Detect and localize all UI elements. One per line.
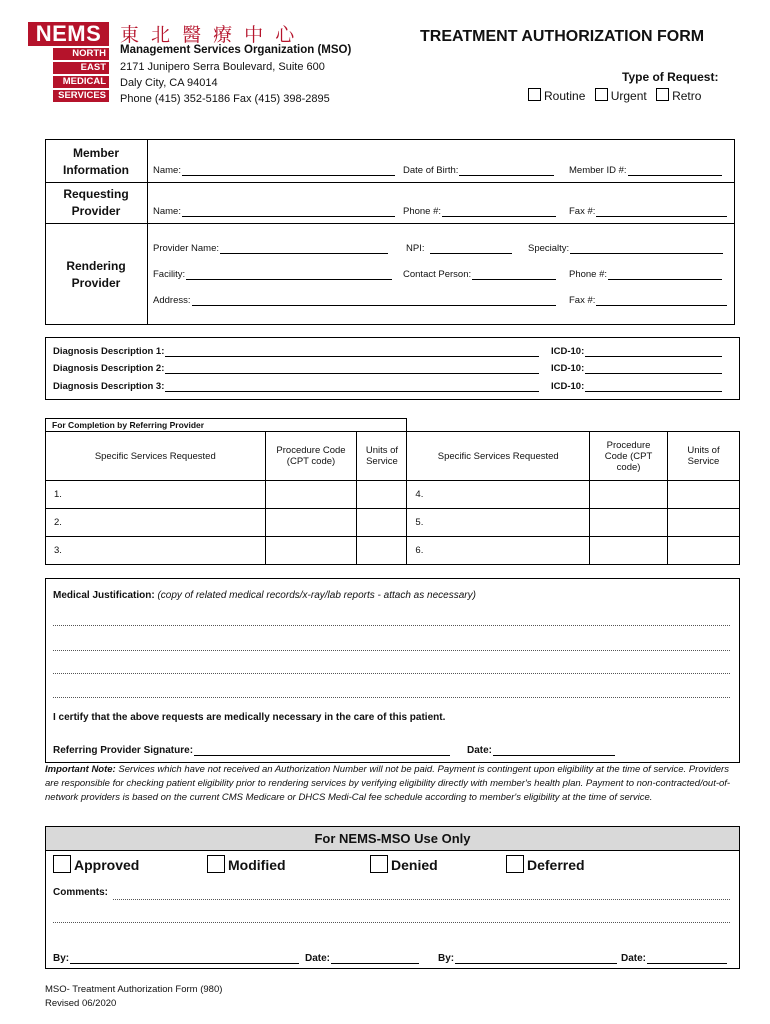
code-cell-1[interactable] xyxy=(265,481,357,509)
diagnosis-1-label: Diagnosis Description 1: xyxy=(53,346,165,357)
units-cell-1[interactable] xyxy=(357,481,407,509)
rendering-fax-input[interactable] xyxy=(596,294,727,306)
approved-checkbox[interactable] xyxy=(53,855,71,873)
units-cell-3[interactable] xyxy=(357,537,407,565)
code-cell-4[interactable] xyxy=(590,481,668,509)
row-divider-1 xyxy=(46,182,734,183)
member-dob-field[interactable] xyxy=(403,164,554,176)
mso-use-title: For NEMS-MSO Use Only xyxy=(314,831,471,846)
signature-input[interactable] xyxy=(194,744,450,756)
rendering-address-field[interactable] xyxy=(153,294,556,306)
important-note xyxy=(45,763,737,805)
service-cell-6[interactable]: 6. xyxy=(407,537,590,565)
label-column-divider xyxy=(147,140,148,325)
member-name-input[interactable] xyxy=(182,164,395,176)
member-information-header: Member Information xyxy=(63,146,129,177)
rendering-specialty-input[interactable] xyxy=(570,242,723,254)
requesting-name-label: Name: xyxy=(153,206,181,217)
table-row xyxy=(46,481,740,509)
justification-label: Medical Justification: xyxy=(53,590,155,601)
logo-line-2: EAST xyxy=(53,62,109,74)
service-cell-5[interactable]: 5. xyxy=(407,509,590,537)
mso-date-field-2[interactable] xyxy=(621,952,727,964)
rendering-fax-field[interactable] xyxy=(569,294,727,306)
urgent-label: Urgent xyxy=(610,89,647,103)
code-cell-6[interactable] xyxy=(590,537,668,565)
urgent-option[interactable] xyxy=(595,89,647,103)
units-cell-5[interactable] xyxy=(668,509,740,537)
mso-date-field-1[interactable] xyxy=(305,952,419,964)
request-type-options xyxy=(528,88,701,103)
col-services-left: Specific Services Requested xyxy=(46,432,266,481)
rendering-npi-label: NPI: xyxy=(406,243,425,254)
comments-line-1[interactable] xyxy=(113,899,730,900)
rendering-fax-label: Fax #: xyxy=(569,295,596,306)
request-type-label: Type of Request: xyxy=(622,70,719,84)
rendering-phone-input[interactable] xyxy=(608,268,722,280)
service-cell-1[interactable]: 1. xyxy=(46,481,266,509)
justification-heading xyxy=(53,590,476,601)
urgent-checkbox[interactable] xyxy=(595,88,608,101)
mso-by-label-1: By: xyxy=(53,953,70,964)
diagnosis-2-label: Diagnosis Description 2: xyxy=(53,363,165,374)
rendering-npi-input[interactable] xyxy=(430,242,512,254)
diagnosis-3-label: Diagnosis Description 3: xyxy=(53,381,165,392)
member-id-field[interactable] xyxy=(569,164,722,176)
col-units-right: Units of Service xyxy=(668,432,740,481)
diagnosis-3-input[interactable] xyxy=(165,380,539,392)
icd-2-label: ICD-10: xyxy=(551,363,585,374)
col-code-left: Procedure Code (CPT code) xyxy=(265,432,357,481)
modified-option[interactable] xyxy=(207,855,286,873)
member-id-input[interactable] xyxy=(628,164,722,176)
diagnosis-2-input[interactable] xyxy=(165,362,539,374)
org-address-line-2: Daly City, CA 94014 xyxy=(120,77,218,89)
mso-name: Management Services Organization (MSO) xyxy=(120,44,352,56)
services-table xyxy=(45,418,740,565)
icd-row-2[interactable] xyxy=(551,362,722,374)
justification-note: (copy of related medical records/x-ray/lab reports - attach as necessary) xyxy=(157,590,476,601)
mso-by-input-1[interactable] xyxy=(70,952,299,964)
member-dob-input[interactable] xyxy=(459,164,554,176)
requesting-fax-field[interactable] xyxy=(569,205,727,217)
deferred-option[interactable] xyxy=(506,855,585,873)
rendering-provider-name-input[interactable] xyxy=(220,242,388,254)
rendering-contact-label: Contact Person: xyxy=(403,269,472,280)
important-note-label: Important Note: xyxy=(45,764,116,775)
deferred-label: Deferred xyxy=(527,857,585,873)
rendering-facility-field[interactable] xyxy=(153,268,392,280)
approved-option[interactable] xyxy=(53,855,139,873)
routine-label: Routine xyxy=(544,89,586,103)
rendering-specialty-label: Specialty: xyxy=(528,243,570,254)
diagnosis-row-1[interactable] xyxy=(53,345,539,357)
rendering-provider-name-field[interactable] xyxy=(153,242,388,254)
mso-by-field-1[interactable] xyxy=(53,952,299,964)
mso-by-input-2[interactable] xyxy=(455,952,617,964)
rendering-contact-input[interactable] xyxy=(472,268,556,280)
rendering-provider-header: Rendering Provider xyxy=(66,259,126,290)
member-name-field[interactable] xyxy=(153,164,395,176)
comments-line-2[interactable] xyxy=(53,922,730,923)
denied-option[interactable] xyxy=(370,855,438,873)
services-caption: For Completion by Referring Provider xyxy=(46,419,407,432)
mso-date-label-2: Date: xyxy=(621,953,647,964)
logo-line-1: NORTH xyxy=(53,48,109,60)
signature-date-label: Date: xyxy=(467,745,493,756)
rendering-address-label: Address: xyxy=(153,295,191,306)
requesting-fax-input[interactable] xyxy=(596,205,727,217)
logo-nems-text: NEMS xyxy=(28,22,109,46)
rendering-provider-name-label: Provider Name: xyxy=(153,243,219,254)
retro-label: Retro xyxy=(672,89,702,103)
member-id-label: Member ID #: xyxy=(569,165,627,176)
requesting-phone-field[interactable] xyxy=(403,205,556,217)
row-divider-2 xyxy=(46,223,734,224)
icd-row-1[interactable] xyxy=(551,345,722,357)
requesting-fax-label: Fax #: xyxy=(569,206,596,217)
service-cell-3[interactable]: 3. xyxy=(46,537,266,565)
logo-line-4: SERVICES xyxy=(53,90,109,102)
code-cell-2[interactable] xyxy=(265,509,357,537)
requesting-phone-label: Phone #: xyxy=(403,206,442,217)
justification-line-2[interactable] xyxy=(53,650,730,651)
code-cell-3[interactable] xyxy=(265,537,357,565)
rendering-address-input[interactable] xyxy=(192,294,556,306)
nems-logo xyxy=(28,22,109,106)
org-phone-fax: Phone (415) 352-5186 Fax (415) 398-2895 xyxy=(120,93,330,105)
logo-line-3: MEDICAL xyxy=(53,76,109,88)
retro-option[interactable] xyxy=(656,89,701,103)
justification-line-3[interactable] xyxy=(53,673,730,674)
mso-date-label-1: Date: xyxy=(305,953,331,964)
rendering-specialty-field[interactable] xyxy=(528,242,723,254)
table-row xyxy=(46,509,740,537)
form-title: TREATMENT AUTHORIZATION FORM xyxy=(420,28,705,45)
col-code-right: Procedure Code (CPT code) xyxy=(590,432,668,481)
signature-date-input[interactable] xyxy=(493,744,615,756)
col-units-left: Units of Service xyxy=(357,432,407,481)
table-row xyxy=(46,537,740,565)
units-cell-4[interactable] xyxy=(668,481,740,509)
icd-2-input[interactable] xyxy=(585,362,722,374)
service-cell-4[interactable]: 4. xyxy=(407,481,590,509)
requesting-name-field[interactable] xyxy=(153,205,395,217)
mso-by-label-2: By: xyxy=(438,953,455,964)
retro-checkbox[interactable] xyxy=(656,88,669,101)
mso-date-input-1[interactable] xyxy=(331,952,419,964)
mso-date-input-2[interactable] xyxy=(647,952,727,964)
col-services-right: Specific Services Requested xyxy=(407,432,590,481)
denied-label: Denied xyxy=(391,857,438,873)
rendering-npi-field[interactable] xyxy=(406,242,512,254)
approved-label: Approved xyxy=(74,857,140,873)
member-name-label: Name: xyxy=(153,165,181,176)
modified-label: Modified xyxy=(228,857,286,873)
icd-3-label: ICD-10: xyxy=(551,381,585,392)
justification-box xyxy=(45,578,740,763)
diagnosis-row-3[interactable] xyxy=(53,380,539,392)
chinese-org-name: 東 北 醫 療 中 心 xyxy=(120,24,298,46)
signature-date-field[interactable] xyxy=(467,744,615,756)
requesting-provider-header: Requesting Provider xyxy=(63,187,129,218)
comments-label: Comments: xyxy=(53,887,109,898)
member-dob-label: Date of Birth: xyxy=(403,165,459,176)
rendering-facility-input[interactable] xyxy=(186,268,392,280)
justification-line-4[interactable] xyxy=(53,697,730,698)
icd-row-3[interactable] xyxy=(551,380,722,392)
icd-3-input[interactable] xyxy=(585,380,722,392)
footer-revised: Revised 06/2020 xyxy=(45,998,117,1009)
diagnosis-row-2[interactable] xyxy=(53,362,539,374)
rendering-contact-field[interactable] xyxy=(403,268,556,280)
important-note-text: Services which have not received an Authorization Number will not be paid. Payment is contingent upon eligibility at the time of service. Providers are responsible for checking patient eligibility prior to rendering services by verifying eligibility directly with member's health plan. Payment to non-contracted/out-of-network providers is based on the current CMS Medicare or DHCS Medi-Cal fee schedule according to member's eligibility at the time of service. xyxy=(45,764,731,803)
units-cell-2[interactable] xyxy=(357,509,407,537)
deferred-checkbox[interactable] xyxy=(506,855,524,873)
denied-checkbox[interactable] xyxy=(370,855,388,873)
modified-checkbox[interactable] xyxy=(207,855,225,873)
rendering-phone-label: Phone #: xyxy=(569,269,608,280)
routine-option[interactable] xyxy=(528,89,585,103)
rendering-phone-field[interactable] xyxy=(569,268,722,280)
signature-label: Referring Provider Signature: xyxy=(53,745,194,756)
requesting-phone-input[interactable] xyxy=(442,205,556,217)
code-cell-5[interactable] xyxy=(590,509,668,537)
service-cell-2[interactable]: 2. xyxy=(46,509,266,537)
org-address-line-1: 2171 Junipero Serra Boulevard, Suite 600 xyxy=(120,61,325,73)
certify-statement: I certify that the above requests are medically necessary in the care of this patient. xyxy=(53,712,446,723)
icd-1-input[interactable] xyxy=(585,345,722,357)
rendering-facility-label: Facility: xyxy=(153,269,186,280)
routine-checkbox[interactable] xyxy=(528,88,541,101)
units-cell-6[interactable] xyxy=(668,537,740,565)
mso-by-field-2[interactable] xyxy=(438,952,617,964)
signature-field[interactable] xyxy=(53,744,450,756)
justification-line-1[interactable] xyxy=(53,625,730,626)
diagnosis-1-input[interactable] xyxy=(165,345,539,357)
footer-form-id: MSO- Treatment Authorization Form (980) xyxy=(45,984,223,995)
icd-1-label: ICD-10: xyxy=(551,346,585,357)
caption-spacer xyxy=(407,419,740,432)
requesting-name-input[interactable] xyxy=(182,205,395,217)
